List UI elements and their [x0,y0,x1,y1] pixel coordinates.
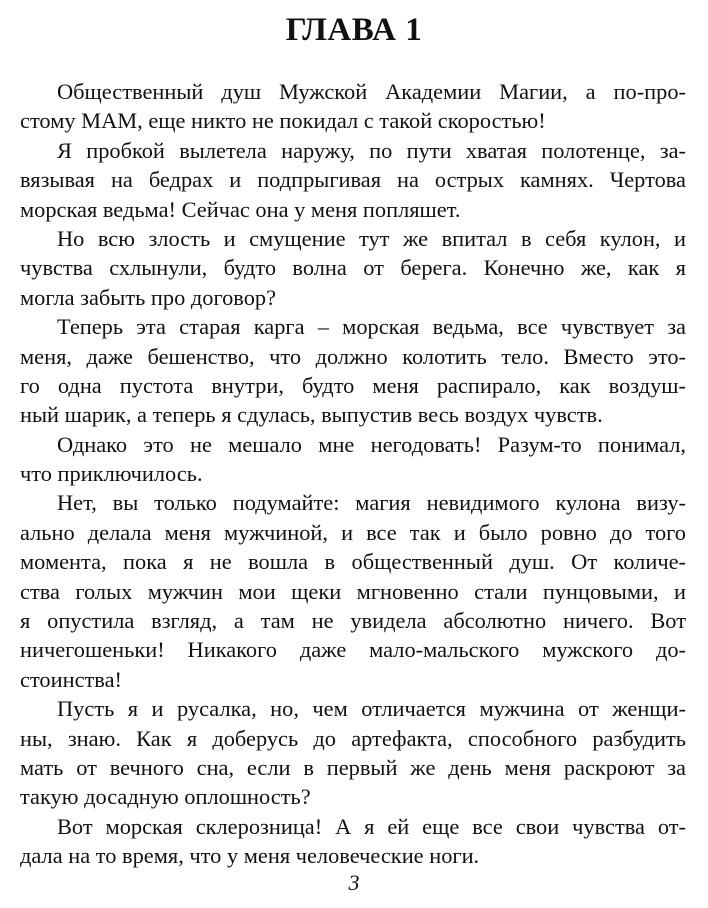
text-line: ны, знаю. Как я доберусь до артефакта, способного разбудить [20,725,686,751]
text-line: вязывая на бедрах и подпрыгивая на острых камнях. Чертова [20,167,686,193]
text-line: стоинства! [20,666,122,692]
text-line: что приключилось. [20,461,203,487]
text-line: Пусть я и русалка, но, чем отличается мужчина от женщи- [57,696,686,722]
text-line: Нет, вы только подумайте: магия невидимого кулона визу- [57,490,686,516]
text-line: такую досадную оплошность? [20,784,311,810]
text-line: морская ведьма! Сейчас она у меня попляшет. [20,196,461,222]
text-line: Общественный душ Мужской Академии Магии, а по-про- [57,79,686,104]
text-line: Вот морская склерозница! А я ей еще все свои чувства от- [57,813,686,839]
text-line: Однако это не мешало мне негодовать! Разум-то понимал, [57,431,686,457]
text-line: ально делала меня мужчиной, и все так и было ровно до того [20,519,686,545]
text-line: момента, пока я не вошла в общественный душ. От количе- [20,549,686,575]
text-line: мать от вечного сна, если в первый же день меня раскроют за [20,754,686,780]
text-line: Теперь эта старая карга – морская ведьма, все чувствует за [57,314,686,340]
body-text [20,77,686,871]
text-line: Я пробкой вылетела наружу, по пути хватая полотенце, за- [57,137,686,163]
chapter-title: ГЛАВА 1 [285,12,423,48]
page-number: 3 [348,870,360,895]
text-line: могла забыть про договор? [20,284,277,310]
text-line: чувства схлынули, будто волна от берега. Конечно же, как я [20,255,686,281]
text-line: меня, даже бешенство, что должно колотить тело. Вместо это- [20,343,686,369]
text-line: ства голых мужчин мои щеки мгновенно стали пунцовыми, и [20,578,686,604]
text-line: Но всю злость и смущение тут же впитал в себя кулон, и [57,225,686,251]
text-line: ный шарик, а теперь я сдулась, выпустив весь воздух чувств. [20,402,603,428]
text-line: я опустила взгляд, а там не увидела абсолютно ничего. Вот [20,608,686,634]
text-line: го одна пустота внутри, будто меня распирало, как воздуш- [20,372,686,398]
text-line: дала на то время, что у меня человеческие ноги. [20,843,480,869]
text-line: стому МАМ, еще никто не покидал с такой скоростью! [20,108,546,134]
text-line: ничегошеньки! Никакого даже мало-мальского мужского до- [20,637,686,663]
